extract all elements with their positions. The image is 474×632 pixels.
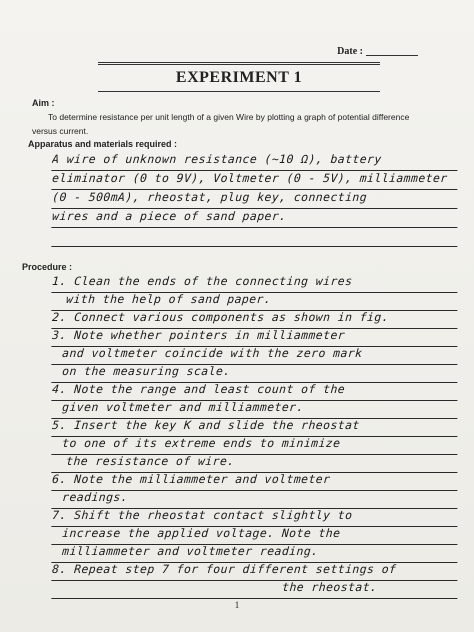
apparatus-line: wires and a piece of sand paper. xyxy=(51,209,458,228)
procedure-line: 8. Repeat step 7 for four different settings of xyxy=(51,562,458,581)
apparatus-line: (0 - 500mA), rheostat, plug key, connecting xyxy=(51,190,458,209)
procedure-line: the resistance of wire. xyxy=(51,454,458,473)
date-field xyxy=(337,46,418,57)
procedure-line: milliammeter and voltmeter reading. xyxy=(51,544,458,563)
page-number: 1 xyxy=(234,600,240,610)
aim-text-line-2: versus current. xyxy=(32,126,89,136)
procedure-line: and voltmeter coincide with the zero mark xyxy=(51,346,458,365)
apparatus-line: A wire of unknown resistance (~10 Ω), battery xyxy=(51,152,458,171)
apparatus-handwritten-list xyxy=(52,148,458,238)
procedure-line: to one of its extreme ends to minimize xyxy=(51,436,458,455)
aim-text xyxy=(32,110,452,138)
procedure-handwritten-list xyxy=(52,270,458,610)
procedure-line: with the help of sand paper. xyxy=(51,292,458,311)
procedure-line: 3. Note whether pointers in milliammeter xyxy=(51,328,458,347)
procedure-line: the rheostat. xyxy=(51,580,458,599)
procedure-line: 6. Note the milliammeter and voltmeter xyxy=(51,472,458,491)
apparatus-line: eliminator (0 to 9V), Voltmeter (0 - 5V), milliammeter xyxy=(51,171,458,190)
procedure-line: 4. Note the range and least count of the xyxy=(51,382,458,401)
apparatus-blank-line xyxy=(51,228,458,247)
procedure-line: readings. xyxy=(51,490,458,509)
procedure-line: 7. Shift the rheostat contact slightly to xyxy=(51,508,458,527)
procedure-line: 2. Connect various components as shown in fig. xyxy=(51,310,458,329)
procedure-line: 5. Insert the key K and slide the rheostat xyxy=(51,418,458,437)
procedure-line: 1. Clean the ends of the connecting wires xyxy=(51,274,458,293)
aim-label: Aim : xyxy=(32,98,55,108)
date-label: Date : xyxy=(337,46,363,57)
procedure-line: on the measuring scale. xyxy=(51,364,458,383)
aim-text-line-1: To determine resistance per unit length of a given Wire by plotting a graph of potential difference xyxy=(48,112,410,122)
apparatus-label: Apparatus and materials required : xyxy=(28,139,178,149)
procedure-line: increase the applied voltage. Note the xyxy=(51,526,458,545)
procedure-line: given voltmeter and milliammeter. xyxy=(51,400,458,419)
date-line xyxy=(366,55,418,56)
experiment-title: EXPERIMENT 1 xyxy=(98,62,380,92)
procedure-label: Procedure : xyxy=(22,262,73,272)
